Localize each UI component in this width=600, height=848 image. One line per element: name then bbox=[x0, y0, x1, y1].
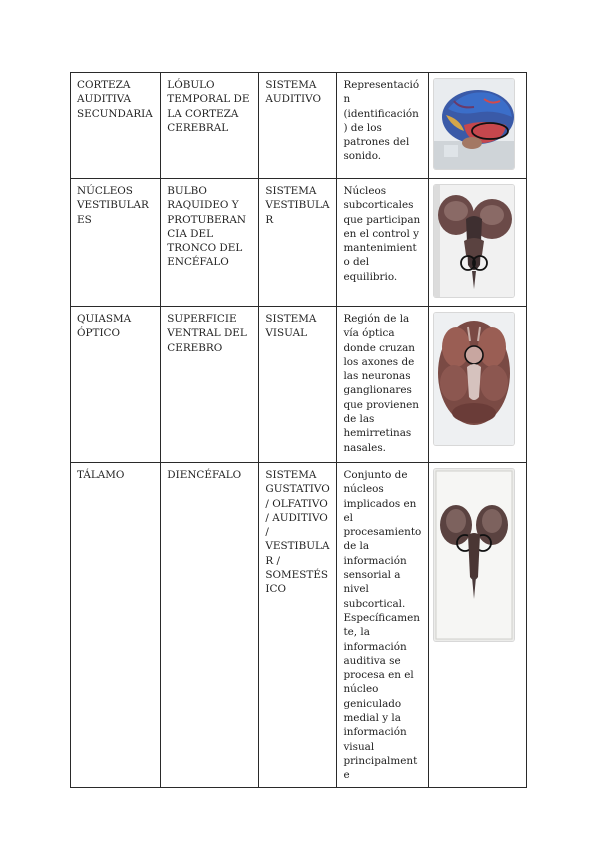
table-row bbox=[71, 463, 527, 788]
location-cell: LÓBULO TEMPORAL DE LA CORTEZA CEREBRAL bbox=[161, 73, 259, 179]
table-row bbox=[71, 179, 527, 307]
structures-table bbox=[70, 72, 527, 788]
brain-lateral-photo bbox=[434, 79, 514, 169]
system-cell: SISTEMA GUSTATIVO / OLFATIVO / AUDITIVO / VESTIBULAR / SOMESTÉSICO bbox=[259, 463, 337, 788]
table-row bbox=[71, 73, 527, 179]
structure-cell: TÁLAMO bbox=[71, 463, 161, 788]
brainstem-photo bbox=[434, 185, 514, 297]
system-cell: SISTEMA VISUAL bbox=[259, 307, 337, 463]
structure-cell: CORTEZA AUDITIVA SECUNDARIA bbox=[71, 73, 161, 179]
location-cell: SUPERFICIE VENTRAL DEL CEREBRO bbox=[161, 307, 259, 463]
photo-cell bbox=[428, 73, 526, 179]
system-cell: SISTEMA VESTIBULAR bbox=[259, 179, 337, 307]
structure-cell: QUIASMA ÓPTICO bbox=[71, 307, 161, 463]
photo-cell bbox=[428, 179, 526, 307]
function-cell: Región de la vía óptica donde cruzan los axones de las neuronas ganglionares que provienen de las hemirretinas nasales. bbox=[337, 307, 428, 463]
thalamus-photo bbox=[434, 469, 514, 641]
photo-cell bbox=[428, 463, 526, 788]
function-cell: Núcleos subcorticales que participan en el control y mantenimiento del equilibrio. bbox=[337, 179, 428, 307]
brain-ventral-photo bbox=[434, 313, 514, 445]
table-row bbox=[71, 307, 527, 463]
location-cell: BULBO RAQUIDEO Y PROTUBERANCIA DEL TRONCO DEL ENCÉFALO bbox=[161, 179, 259, 307]
function-cell: Representación (identificación) de los patrones del sonido. bbox=[337, 73, 428, 179]
structure-cell: NÚCLEOS VESTIBULARES bbox=[71, 179, 161, 307]
function-cell: Conjunto de núcleos implicados en el procesamiento de la información sensorial a nivel subcortical. Específicamente, la información auditiva se procesa en el núcleo geniculado medial y la información visual principalmente bbox=[337, 463, 428, 788]
system-cell: SISTEMA AUDITIVO bbox=[259, 73, 337, 179]
photo-cell bbox=[428, 307, 526, 463]
location-cell: DIENCÉFALO bbox=[161, 463, 259, 788]
